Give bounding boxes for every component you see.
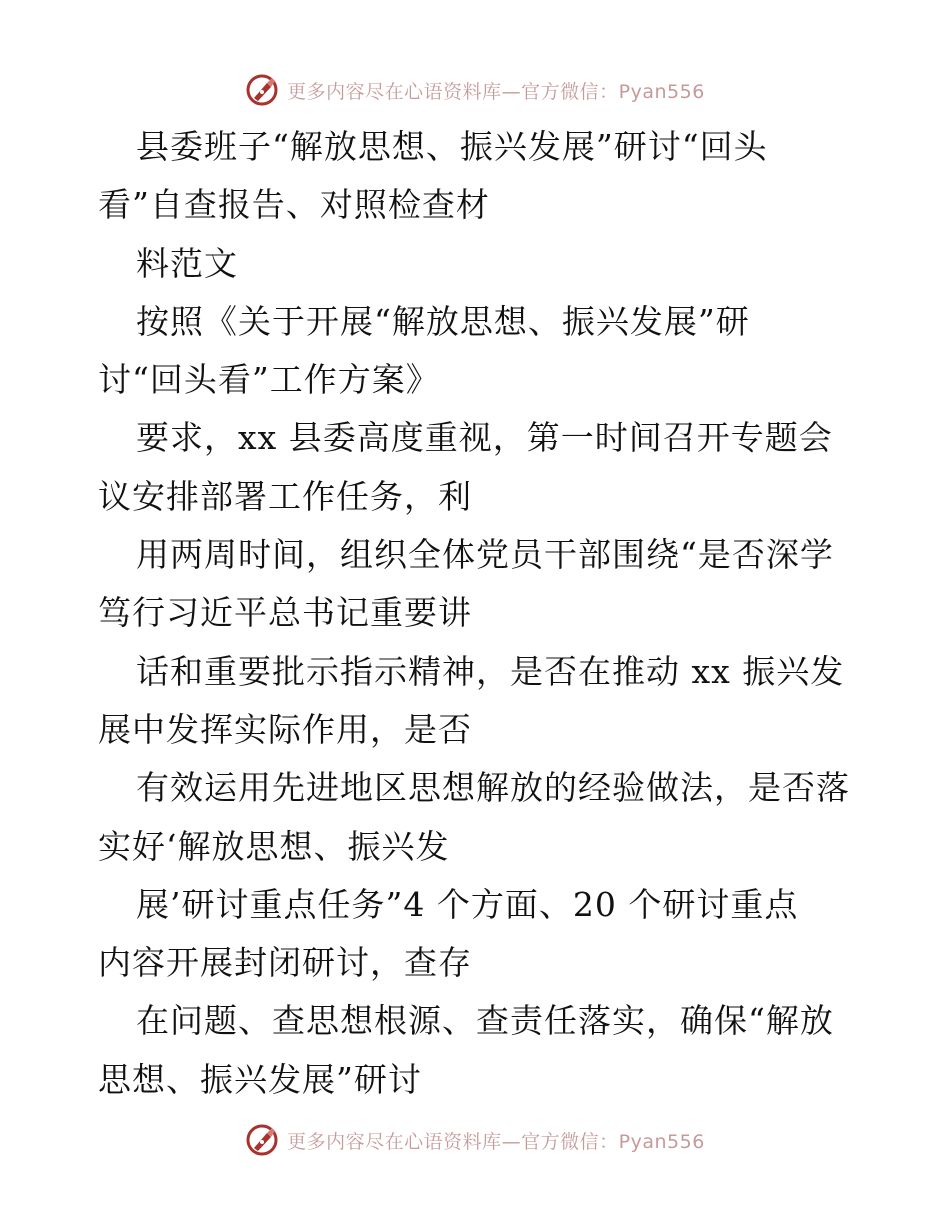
paragraph-line: 县委班子“解放思想、振兴发展”研讨“回头 — [136, 127, 768, 166]
paragraph-line: 讨“回头看”工作方案》 — [98, 360, 440, 400]
footer-banner — [0, 1120, 950, 1160]
paragraph-line: 展’研讨重点任务”4 个方面、20 个研讨重点 — [136, 884, 799, 924]
paragraph-line: 话和重要批示指示精神，是否在推动 xx 振兴发 — [136, 651, 845, 691]
paragraph-line: 料范文 — [136, 243, 238, 283]
paragraph-line: 按照《关于开展“解放思想、振兴发展”研 — [136, 301, 750, 341]
paragraph-line: 在问题、查思想根源、查责任落实，确保“解放 — [136, 1001, 834, 1041]
paragraph-line: 实好‘解放思想、振兴发 — [98, 826, 450, 866]
paragraph-line: 议安排部署工作任务，利 — [98, 476, 472, 516]
paragraph-line: 内容开展封闭研讨，查存 — [98, 943, 472, 983]
paragraph-line: 展中发挥实际作用，是否 — [98, 709, 472, 749]
paragraph-line: 用两周时间，组织全体党员干部围绕“是否深学 — [136, 535, 834, 575]
header-banner-text: 更多内容尽在心语资料库—官方微信：Pyan556 — [287, 80, 705, 103]
pen-nib-logo-icon — [245, 73, 279, 107]
paragraph-line: 思想、振兴发展”研讨 — [98, 1059, 422, 1099]
paragraph-line: 看”自查报告、对照检查材 — [98, 185, 490, 225]
document-body — [98, 118, 868, 1109]
footer-banner-text: 更多内容尽在心语资料库—官方微信：Pyan556 — [287, 1130, 705, 1153]
header-banner — [0, 70, 950, 110]
pen-nib-logo-icon — [245, 1123, 279, 1157]
paragraph-line: 有效运用先进地区思想解放的经验做法，是否落 — [136, 768, 850, 808]
paragraph-line: 要求，xx 县委高度重视，第一时间召开专题会 — [136, 418, 833, 458]
paragraph-line: 笃行习近平总书记重要讲 — [98, 593, 472, 633]
